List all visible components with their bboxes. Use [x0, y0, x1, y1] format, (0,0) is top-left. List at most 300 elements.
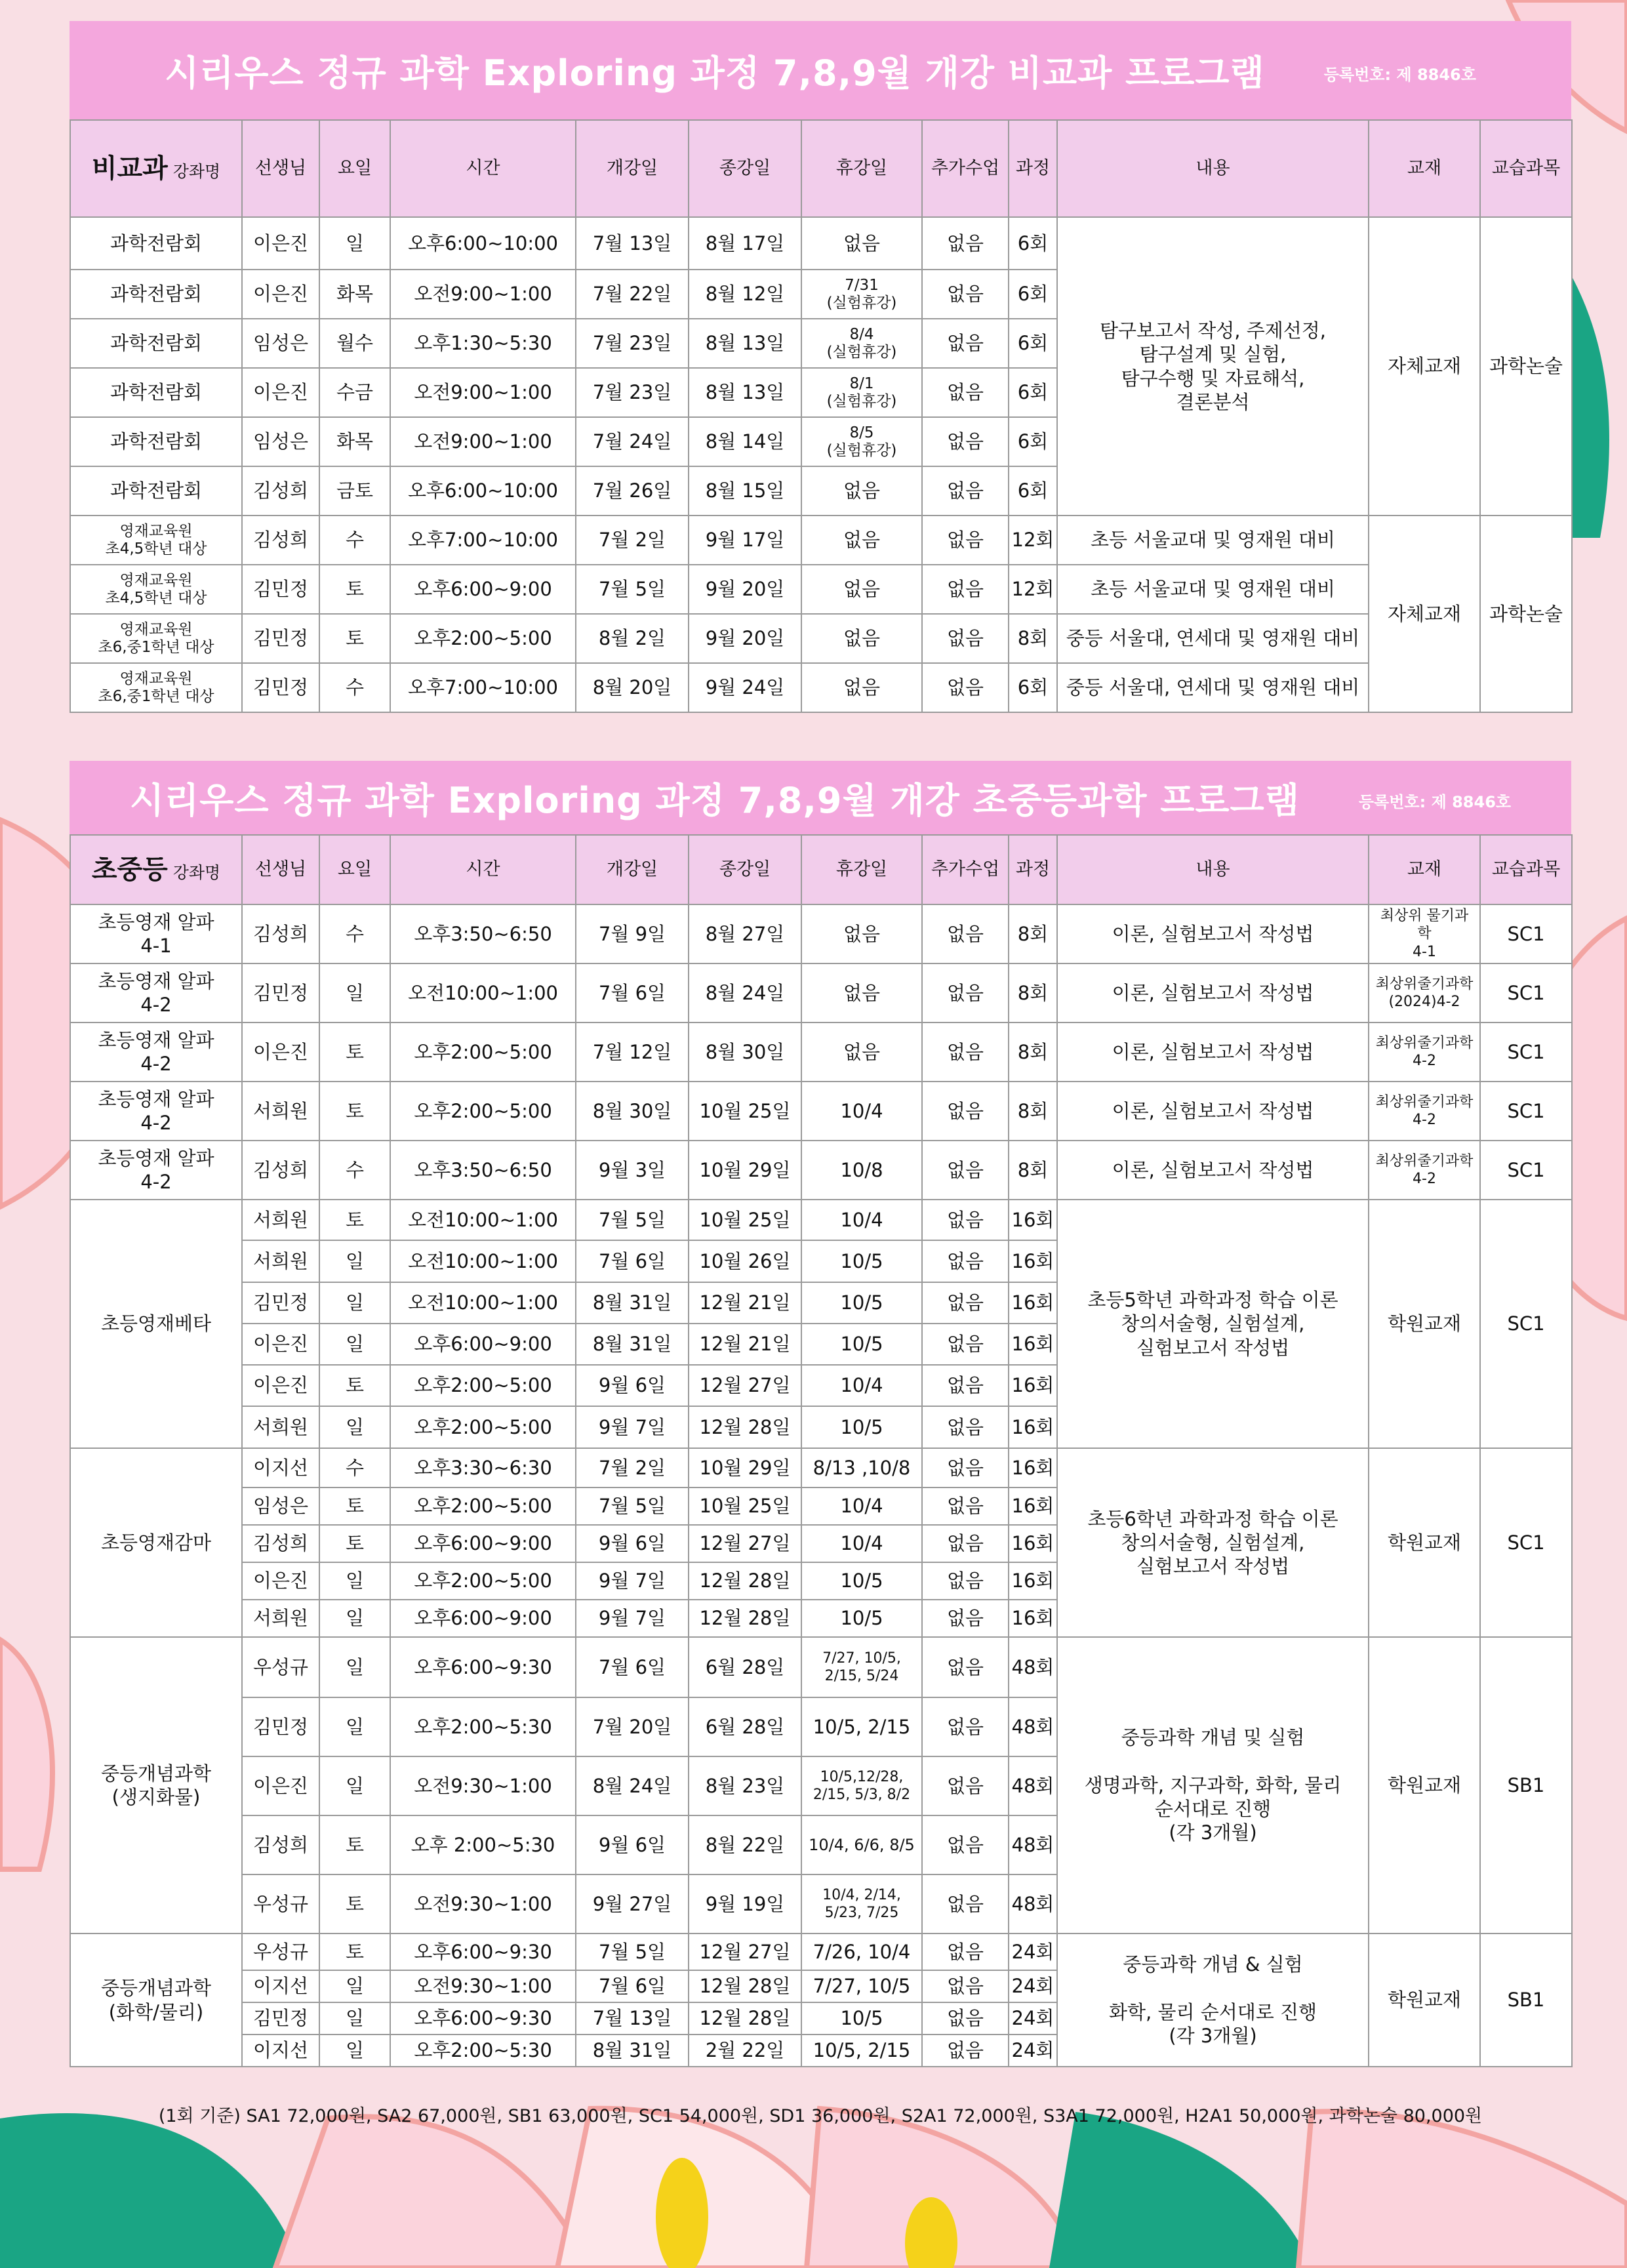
extra-class: 없음	[922, 1406, 1009, 1448]
time: 오후6:00~9:00	[390, 565, 576, 614]
section-1-banner	[70, 21, 1571, 119]
book-cell: 자체교재	[1369, 217, 1480, 516]
day: 일	[319, 1282, 390, 1324]
extra-class: 없음	[922, 1141, 1009, 1200]
section-2-panel	[70, 761, 1571, 2067]
end-date: 8월 13일	[689, 368, 801, 417]
end-date: 8월 14일	[689, 417, 801, 466]
teacher: 이은진	[242, 1562, 319, 1600]
header-book: 교재	[1369, 120, 1480, 217]
time: 오후7:00~10:00	[390, 516, 576, 565]
course-name: 영재교육원 초6,중1학년 대상	[70, 614, 242, 663]
sessions: 6회	[1009, 417, 1057, 466]
course-name: 영재교육원 초4,5학년 대상	[70, 565, 242, 614]
extra-class: 없음	[922, 466, 1009, 516]
table-row	[70, 516, 1572, 565]
teacher: 이지선	[242, 1448, 319, 1488]
content-cell: 이론, 실험보고서 작성법	[1057, 1141, 1369, 1200]
start-date: 7월 23일	[576, 368, 689, 417]
break-days: 10/5	[801, 1600, 922, 1637]
time: 오후2:00~5:30	[390, 2035, 576, 2067]
course-name: 과학전람회	[70, 417, 242, 466]
header-break: 휴강일	[801, 120, 922, 217]
end-date: 8월 24일	[689, 963, 801, 1023]
teacher: 이은진	[242, 270, 319, 319]
sessions: 16회	[1009, 1488, 1057, 1525]
sessions: 48회	[1009, 1637, 1057, 1697]
teacher: 이은진	[242, 1324, 319, 1365]
day: 일	[319, 963, 390, 1023]
sessions: 8회	[1009, 614, 1057, 663]
section-1-title: 시리우스 정규 과학 Exploring 과정 7,8,9월 개강 비교과 프로그램	[165, 52, 1265, 94]
teacher: 이은진	[242, 1756, 319, 1815]
time: 오후6:00~9:30	[390, 2002, 576, 2035]
time: 오후2:00~5:00	[390, 1406, 576, 1448]
start-date: 7월 9일	[576, 904, 689, 963]
day: 일	[319, 1406, 390, 1448]
content-cell: 초등5학년 과학과정 학습 이론 창의서술형, 실험설계, 실험보고서 작성법	[1057, 1200, 1369, 1448]
book-cell: 학원교재	[1369, 1637, 1480, 1934]
header-start: 개강일	[576, 835, 689, 904]
header-course-name: 비교과 강좌명	[70, 120, 242, 217]
end-date: 9월 24일	[689, 663, 801, 712]
day: 토	[319, 1365, 390, 1406]
extra-class: 없음	[922, 963, 1009, 1023]
header-day: 요일	[319, 835, 390, 904]
header-content: 내용	[1057, 120, 1369, 217]
end-date: 8월 12일	[689, 270, 801, 319]
time: 오후2:00~5:00	[390, 1488, 576, 1525]
start-date: 7월 26일	[576, 466, 689, 516]
start-date: 7월 2일	[576, 1448, 689, 1488]
section-2-title: 시리우스 정규 과학 Exploring 과정 7,8,9월 개강 초중등과학 프로그램	[129, 779, 1300, 821]
time: 오후6:00~9:00	[390, 1525, 576, 1562]
start-date: 7월 6일	[576, 1970, 689, 2002]
break-days: 10/4, 2/14, 5/23, 7/25	[801, 1874, 922, 1934]
teacher: 임성은	[242, 1488, 319, 1525]
subject-cell: SC1	[1480, 1200, 1572, 1448]
table-row	[70, 614, 1572, 663]
break-days: 10/4	[801, 1200, 922, 1240]
course-name: 중등개념과학 (화학/물리)	[70, 1934, 242, 2067]
course-name: 초등영재 알파 4-1	[70, 904, 242, 963]
time: 오전9:30~1:00	[390, 1874, 576, 1934]
break-days: 7/26, 10/4	[801, 1934, 922, 1970]
teacher: 이은진	[242, 1023, 319, 1082]
time: 오후1:30~5:30	[390, 319, 576, 368]
start-date: 7월 6일	[576, 963, 689, 1023]
teacher: 서희원	[242, 1082, 319, 1141]
extra-class: 없음	[922, 1525, 1009, 1562]
teacher: 이은진	[242, 368, 319, 417]
teacher: 이은진	[242, 1365, 319, 1406]
book-cell: 최상위줄기과학 4-2	[1369, 1141, 1480, 1200]
time: 오후6:00~9:00	[390, 1600, 576, 1637]
course-name: 과학전람회	[70, 466, 242, 516]
header-course-name: 초중등 강좌명	[70, 835, 242, 904]
end-date: 8월 22일	[689, 1815, 801, 1874]
teacher: 김민정	[242, 1282, 319, 1324]
end-date: 6월 28일	[689, 1697, 801, 1756]
extra-class: 없음	[922, 1874, 1009, 1934]
extra-class: 없음	[922, 368, 1009, 417]
teacher: 김민정	[242, 1697, 319, 1756]
extra-class: 없음	[922, 1488, 1009, 1525]
sessions: 8회	[1009, 904, 1057, 963]
break-days: 없음	[801, 516, 922, 565]
header-extra: 추가수업	[922, 835, 1009, 904]
teacher: 김성희	[242, 1141, 319, 1200]
section-1-header-row	[70, 120, 1572, 217]
subject-cell: SC1	[1480, 1082, 1572, 1141]
end-date: 10월 25일	[689, 1200, 801, 1240]
table-row	[70, 1448, 1572, 1488]
start-date: 7월 13일	[576, 2002, 689, 2035]
day: 토	[319, 1200, 390, 1240]
sessions: 12회	[1009, 565, 1057, 614]
table-row	[70, 904, 1572, 963]
break-days: 10/5	[801, 1282, 922, 1324]
course-name: 초등영재베타	[70, 1200, 242, 1448]
day: 수	[319, 904, 390, 963]
start-date: 9월 6일	[576, 1365, 689, 1406]
break-days: 8/5 (실험휴강)	[801, 417, 922, 466]
start-date: 7월 22일	[576, 270, 689, 319]
sessions: 8회	[1009, 963, 1057, 1023]
day: 토	[319, 1488, 390, 1525]
end-date: 8월 27일	[689, 904, 801, 963]
book-cell: 최상위줄기과학 (2024)4-2	[1369, 963, 1480, 1023]
header-subject: 교습과목	[1480, 120, 1572, 217]
break-days: 없음	[801, 1023, 922, 1082]
content-cell: 중등과학 개념 & 실험 화학, 물리 순서대로 진행 (각 3개월)	[1057, 1934, 1369, 2067]
end-date: 9월 20일	[689, 565, 801, 614]
day: 일	[319, 1756, 390, 1815]
section-2-header-row	[70, 835, 1572, 904]
header-end: 종강일	[689, 835, 801, 904]
header-extra: 추가수업	[922, 120, 1009, 217]
end-date: 8월 30일	[689, 1023, 801, 1082]
time: 오전10:00~1:00	[390, 1282, 576, 1324]
time: 오후2:00~5:00	[390, 1562, 576, 1600]
start-date: 7월 24일	[576, 417, 689, 466]
extra-class: 없음	[922, 1970, 1009, 2002]
extra-class: 없음	[922, 1324, 1009, 1365]
time: 오후2:00~5:00	[390, 614, 576, 663]
break-days: 7/31 (실험휴강)	[801, 270, 922, 319]
break-days: 10/5	[801, 1562, 922, 1600]
day: 일	[319, 1562, 390, 1600]
break-days: 10/5	[801, 1324, 922, 1365]
sessions: 24회	[1009, 2002, 1057, 2035]
day: 수	[319, 516, 390, 565]
start-date: 9월 7일	[576, 1562, 689, 1600]
extra-class: 없음	[922, 1637, 1009, 1697]
course-name: 과학전람회	[70, 270, 242, 319]
break-days: 7/27, 10/5, 2/15, 5/24	[801, 1637, 922, 1697]
day: 일	[319, 1600, 390, 1637]
sessions: 48회	[1009, 1756, 1057, 1815]
extra-class: 없음	[922, 1282, 1009, 1324]
table-row	[70, 1082, 1572, 1141]
time: 오후6:00~9:30	[390, 1637, 576, 1697]
table-row	[70, 1023, 1572, 1082]
sessions: 48회	[1009, 1697, 1057, 1756]
time: 오전9:00~1:00	[390, 417, 576, 466]
content-cell: 이론, 실험보고서 작성법	[1057, 1023, 1369, 1082]
sessions: 48회	[1009, 1815, 1057, 1874]
start-date: 8월 31일	[576, 1324, 689, 1365]
course-name: 초등영재 알파 4-2	[70, 963, 242, 1023]
day: 일	[319, 2002, 390, 2035]
content-cell: 이론, 실험보고서 작성법	[1057, 1082, 1369, 1141]
time: 오후 2:00~5:30	[390, 1815, 576, 1874]
time: 오후3:30~6:30	[390, 1448, 576, 1488]
extra-class: 없음	[922, 516, 1009, 565]
content-cell: 중등 서울대, 연세대 및 영재원 대비	[1057, 614, 1369, 663]
time: 오후6:00~9:00	[390, 1324, 576, 1365]
price-footer: (1회 기준) SA1 72,000원, SA2 67,000원, SB1 63,000원, SC1 54,000원, SD1 36,000원, S2A1 72,000원, S3A1 72,000원, H2A1 50,000원, 과학논술 80,000원	[158, 2106, 1483, 2126]
section-2-table	[70, 834, 1573, 2067]
time: 오후2:00~5:00	[390, 1365, 576, 1406]
day: 토	[319, 1525, 390, 1562]
time: 오후2:00~5:00	[390, 1082, 576, 1141]
sessions: 16회	[1009, 1448, 1057, 1488]
break-days: 10/4	[801, 1082, 922, 1141]
break-days: 10/5	[801, 1240, 922, 1282]
end-date: 12월 28일	[689, 1562, 801, 1600]
extra-class: 없음	[922, 1934, 1009, 1970]
section-2-banner	[70, 761, 1571, 834]
sessions: 24회	[1009, 2035, 1057, 2067]
book-cell: 학원교재	[1369, 1200, 1480, 1448]
content-cell: 이론, 실험보고서 작성법	[1057, 904, 1369, 963]
day: 토	[319, 1023, 390, 1082]
break-days: 8/4 (실험휴강)	[801, 319, 922, 368]
start-date: 9월 27일	[576, 1874, 689, 1934]
break-days: 10/5,12/28, 2/15, 5/3, 8/2	[801, 1756, 922, 1815]
end-date: 8월 23일	[689, 1756, 801, 1815]
extra-class: 없음	[922, 565, 1009, 614]
teacher: 김민정	[242, 963, 319, 1023]
end-date: 12월 28일	[689, 1406, 801, 1448]
sessions: 8회	[1009, 1082, 1057, 1141]
day: 화목	[319, 417, 390, 466]
start-date: 7월 6일	[576, 1637, 689, 1697]
break-days: 없음	[801, 963, 922, 1023]
end-date: 8월 17일	[689, 217, 801, 270]
day: 일	[319, 1637, 390, 1697]
header-break: 휴강일	[801, 835, 922, 904]
break-days: 10/5, 2/15	[801, 2035, 922, 2067]
header-time: 시간	[390, 835, 576, 904]
table-row	[70, 217, 1572, 270]
sessions: 6회	[1009, 368, 1057, 417]
break-days: 없음	[801, 614, 922, 663]
header-sessions: 과정	[1009, 835, 1057, 904]
day: 일	[319, 1324, 390, 1365]
course-name: 초등영재 알파 4-2	[70, 1082, 242, 1141]
time: 오후7:00~10:00	[390, 663, 576, 712]
start-date: 8월 24일	[576, 1756, 689, 1815]
subject-cell: SB1	[1480, 1934, 1572, 2067]
start-date: 9월 6일	[576, 1815, 689, 1874]
start-date: 7월 2일	[576, 516, 689, 565]
teacher: 우성규	[242, 1874, 319, 1934]
start-date: 9월 6일	[576, 1525, 689, 1562]
sessions: 24회	[1009, 1934, 1057, 1970]
extra-class: 없음	[922, 1562, 1009, 1600]
content-cell: 이론, 실험보고서 작성법	[1057, 963, 1369, 1023]
teacher: 김성희	[242, 516, 319, 565]
end-date: 10월 29일	[689, 1448, 801, 1488]
sessions: 8회	[1009, 1023, 1057, 1082]
sessions: 6회	[1009, 217, 1057, 270]
start-date: 9월 7일	[576, 1406, 689, 1448]
time: 오전9:30~1:00	[390, 1756, 576, 1815]
start-date: 8월 31일	[576, 1282, 689, 1324]
header-time: 시간	[390, 120, 576, 217]
teacher: 김성희	[242, 904, 319, 963]
end-date: 9월 17일	[689, 516, 801, 565]
teacher: 김민정	[242, 2002, 319, 2035]
sessions: 16회	[1009, 1562, 1057, 1600]
content-cell: 탐구보고서 작성, 주제선정, 탐구설계 및 실험, 탐구수행 및 자료해석, 결론분석	[1057, 217, 1369, 516]
break-days: 없음	[801, 663, 922, 712]
time: 오전10:00~1:00	[390, 963, 576, 1023]
break-days: 8/1 (실험휴강)	[801, 368, 922, 417]
time: 오전10:00~1:00	[390, 1240, 576, 1282]
start-date: 8월 20일	[576, 663, 689, 712]
end-date: 8월 13일	[689, 319, 801, 368]
extra-class: 없음	[922, 1082, 1009, 1141]
break-days: 10/8	[801, 1141, 922, 1200]
day: 토	[319, 1874, 390, 1934]
end-date: 12월 28일	[689, 1600, 801, 1637]
start-date: 7월 5일	[576, 565, 689, 614]
extra-class: 없음	[922, 1815, 1009, 1874]
start-date: 7월 23일	[576, 319, 689, 368]
time: 오전10:00~1:00	[390, 1200, 576, 1240]
course-name: 초등영재감마	[70, 1448, 242, 1637]
start-date: 7월 20일	[576, 1697, 689, 1756]
break-days: 없음	[801, 217, 922, 270]
extra-class: 없음	[922, 1023, 1009, 1082]
day: 일	[319, 1240, 390, 1282]
end-date: 8월 15일	[689, 466, 801, 516]
time: 오후3:50~6:50	[390, 904, 576, 963]
course-name: 초등영재 알파 4-2	[70, 1023, 242, 1082]
table-row	[70, 565, 1572, 614]
content-cell: 초등 서울교대 및 영재원 대비	[1057, 516, 1369, 565]
day: 수	[319, 1141, 390, 1200]
start-date: 8월 30일	[576, 1082, 689, 1141]
end-date: 10월 25일	[689, 1488, 801, 1525]
teacher: 이지선	[242, 2035, 319, 2067]
time: 오전9:30~1:00	[390, 1970, 576, 2002]
subject-cell: SB1	[1480, 1637, 1572, 1934]
end-date: 2월 22일	[689, 2035, 801, 2067]
table-row	[70, 1141, 1572, 1200]
header-start: 개강일	[576, 120, 689, 217]
sessions: 16회	[1009, 1240, 1057, 1282]
header-end: 종강일	[689, 120, 801, 217]
start-date: 9월 7일	[576, 1600, 689, 1637]
table-row	[70, 663, 1572, 712]
content-cell: 초등6학년 과학과정 학습 이론 창의서술형, 실험설계, 실험보고서 작성법	[1057, 1448, 1369, 1637]
extra-class: 없음	[922, 1200, 1009, 1240]
subject-cell: 과학논술	[1480, 217, 1572, 516]
book-cell: 자체교재	[1369, 516, 1480, 712]
table-row	[70, 963, 1572, 1023]
break-days: 10/5	[801, 1406, 922, 1448]
start-date: 8월 31일	[576, 2035, 689, 2067]
day: 토	[319, 1815, 390, 1874]
day: 수금	[319, 368, 390, 417]
end-date: 9월 20일	[689, 614, 801, 663]
break-days: 없음	[801, 904, 922, 963]
section-1-registration: 등록번호: 제 8846호	[1323, 65, 1476, 84]
teacher: 우성규	[242, 1637, 319, 1697]
end-date: 12월 28일	[689, 1970, 801, 2002]
time: 오후6:00~9:30	[390, 1934, 576, 1970]
extra-class: 없음	[922, 319, 1009, 368]
teacher: 임성은	[242, 319, 319, 368]
header-teacher: 선생님	[242, 120, 319, 217]
table-row	[70, 1637, 1572, 1697]
extra-class: 없음	[922, 1240, 1009, 1282]
teacher: 김민정	[242, 614, 319, 663]
end-date: 12월 27일	[689, 1365, 801, 1406]
break-days: 7/27, 10/5	[801, 1970, 922, 2002]
extra-class: 없음	[922, 2035, 1009, 2067]
teacher: 임성은	[242, 417, 319, 466]
content-cell: 초등 서울교대 및 영재원 대비	[1057, 565, 1369, 614]
header-sessions: 과정	[1009, 120, 1057, 217]
sessions: 16회	[1009, 1324, 1057, 1365]
header-day: 요일	[319, 120, 390, 217]
start-date: 7월 5일	[576, 1200, 689, 1240]
book-cell: 최상위줄기과학 4-2	[1369, 1023, 1480, 1082]
break-days: 10/4, 6/6, 8/5	[801, 1815, 922, 1874]
break-days: 없음	[801, 565, 922, 614]
book-cell: 최상위줄기과학 4-2	[1369, 1082, 1480, 1141]
teacher: 이지선	[242, 1970, 319, 2002]
table-row	[70, 1200, 1572, 1240]
subject-cell: SC1	[1480, 904, 1572, 963]
break-days: 10/4	[801, 1365, 922, 1406]
teacher: 서희원	[242, 1200, 319, 1240]
course-name: 과학전람회	[70, 217, 242, 270]
day: 일	[319, 2035, 390, 2067]
extra-class: 없음	[922, 217, 1009, 270]
header-subject: 교습과목	[1480, 835, 1572, 904]
break-days: 8/13 ,10/8	[801, 1448, 922, 1488]
sessions: 16회	[1009, 1365, 1057, 1406]
section-1-table	[70, 119, 1573, 713]
extra-class: 없음	[922, 417, 1009, 466]
sessions: 24회	[1009, 1970, 1057, 2002]
extra-class: 없음	[922, 614, 1009, 663]
subject-cell: SC1	[1480, 963, 1572, 1023]
sessions: 8회	[1009, 1141, 1057, 1200]
subject-cell: SC1	[1480, 1023, 1572, 1082]
course-name: 영재교육원 초6,중1학년 대상	[70, 663, 242, 712]
course-name: 중등개념과학 (생지화물)	[70, 1637, 242, 1934]
start-date: 7월 13일	[576, 217, 689, 270]
end-date: 12월 28일	[689, 2002, 801, 2035]
end-date: 12월 27일	[689, 1525, 801, 1562]
